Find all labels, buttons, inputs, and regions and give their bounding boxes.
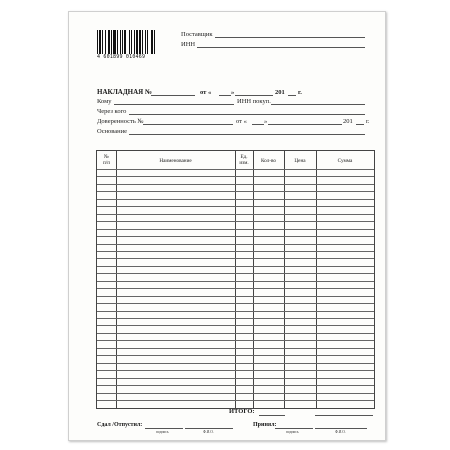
table-row[interactable]	[97, 176, 374, 177]
table-row[interactable]	[97, 385, 374, 386]
to-whom-field[interactable]	[114, 104, 234, 105]
poa-month-field[interactable]	[268, 124, 342, 125]
table-row[interactable]	[97, 191, 374, 192]
released-name-hint: Ф.И.О.	[203, 430, 214, 434]
received-name-hint: Ф.И.О.	[335, 430, 346, 434]
invoice-number-field[interactable]	[151, 95, 195, 96]
released-name-field[interactable]	[185, 428, 233, 429]
inn-field[interactable]	[197, 47, 365, 48]
released-signature-field[interactable]	[145, 428, 183, 429]
table-row[interactable]	[97, 273, 374, 274]
table-row[interactable]	[97, 348, 374, 349]
released-label: Сдал /Отпустил:	[97, 422, 143, 428]
table-row[interactable]	[97, 378, 374, 379]
poa-day-field[interactable]	[252, 124, 264, 125]
to-whom-label: Кому	[97, 98, 112, 105]
table-row[interactable]	[97, 370, 374, 371]
barcode-number: 4 601899 010469	[97, 54, 146, 60]
header-sum: Сумма	[337, 158, 353, 164]
invoice-form-page	[68, 11, 386, 441]
table-row[interactable]	[97, 333, 374, 334]
buyer-inn-label: ИНН покуп.	[237, 98, 271, 105]
table-row[interactable]	[97, 244, 374, 245]
received-label: Принял:	[253, 422, 277, 428]
table-row[interactable]	[97, 400, 374, 401]
table-row[interactable]	[97, 266, 374, 267]
table-row[interactable]	[97, 355, 374, 356]
released-signature-hint: подпись	[156, 430, 169, 434]
table-row[interactable]	[97, 393, 374, 394]
table-row[interactable]	[97, 236, 374, 237]
table-row[interactable]	[97, 303, 374, 304]
table-row[interactable]	[97, 169, 374, 170]
barcode-bar	[155, 30, 157, 54]
poa-year-suffix: г.	[366, 118, 370, 125]
poa-year-label: 201	[343, 118, 353, 125]
table-row[interactable]	[97, 340, 374, 341]
barcode	[97, 30, 179, 60]
table-row[interactable]	[97, 296, 374, 297]
through-label: Через кого	[97, 108, 127, 115]
through-field[interactable]	[129, 114, 365, 115]
table-row[interactable]	[97, 363, 374, 364]
table-row[interactable]	[97, 229, 374, 230]
table-row[interactable]	[97, 311, 374, 312]
header-price: Цена	[294, 158, 306, 164]
received-name-field[interactable]	[315, 428, 367, 429]
poa-close-quote: »	[264, 118, 268, 125]
total-sum-field[interactable]	[315, 415, 373, 416]
total-label: ИТОГО:	[229, 408, 255, 415]
date-from-label: от «	[200, 89, 212, 96]
basis-label: Основание	[97, 128, 128, 135]
table-row[interactable]	[97, 288, 374, 289]
supplier-field[interactable]	[215, 37, 365, 38]
poa-number-field[interactable]	[143, 124, 233, 125]
poa-from-label: от «	[236, 118, 247, 125]
buyer-inn-field[interactable]	[271, 104, 365, 105]
poa-year-field[interactable]	[356, 124, 364, 125]
table-row[interactable]	[97, 325, 374, 326]
header-unit: Ед. изм.	[239, 154, 249, 166]
table-row[interactable]	[97, 281, 374, 282]
date-year-field[interactable]	[288, 95, 296, 96]
table-row[interactable]	[97, 199, 374, 200]
inn-label: ИНН	[181, 41, 196, 48]
header-item-name: Наименование	[159, 158, 192, 164]
basis-field[interactable]	[129, 134, 365, 135]
received-signature-field[interactable]	[275, 428, 313, 429]
header-row-number: № п/п	[103, 154, 110, 166]
date-month-field[interactable]	[235, 95, 273, 96]
table-row[interactable]	[97, 214, 374, 215]
invoice-title: НАКЛАДНАЯ №	[97, 88, 153, 96]
power-of-attorney-label: Доверенность №	[97, 118, 144, 125]
date-year-label: 201	[275, 89, 285, 96]
table-row[interactable]	[97, 221, 374, 222]
date-day-field[interactable]	[219, 95, 231, 96]
items-table	[96, 150, 375, 409]
header-quantity: Кол-во	[260, 158, 277, 164]
table-row[interactable]	[97, 318, 374, 319]
barcode-bars	[97, 30, 179, 54]
date-year-suffix: г.	[298, 89, 302, 96]
total-qty-field[interactable]	[259, 415, 285, 416]
received-signature-hint: подпись	[286, 430, 299, 434]
table-row[interactable]	[97, 206, 374, 207]
supplier-label: Поставщик	[181, 31, 213, 38]
table-row[interactable]	[97, 251, 374, 252]
table-row[interactable]	[97, 184, 374, 185]
table-row[interactable]	[97, 258, 374, 259]
date-close-quote: »	[231, 89, 235, 96]
